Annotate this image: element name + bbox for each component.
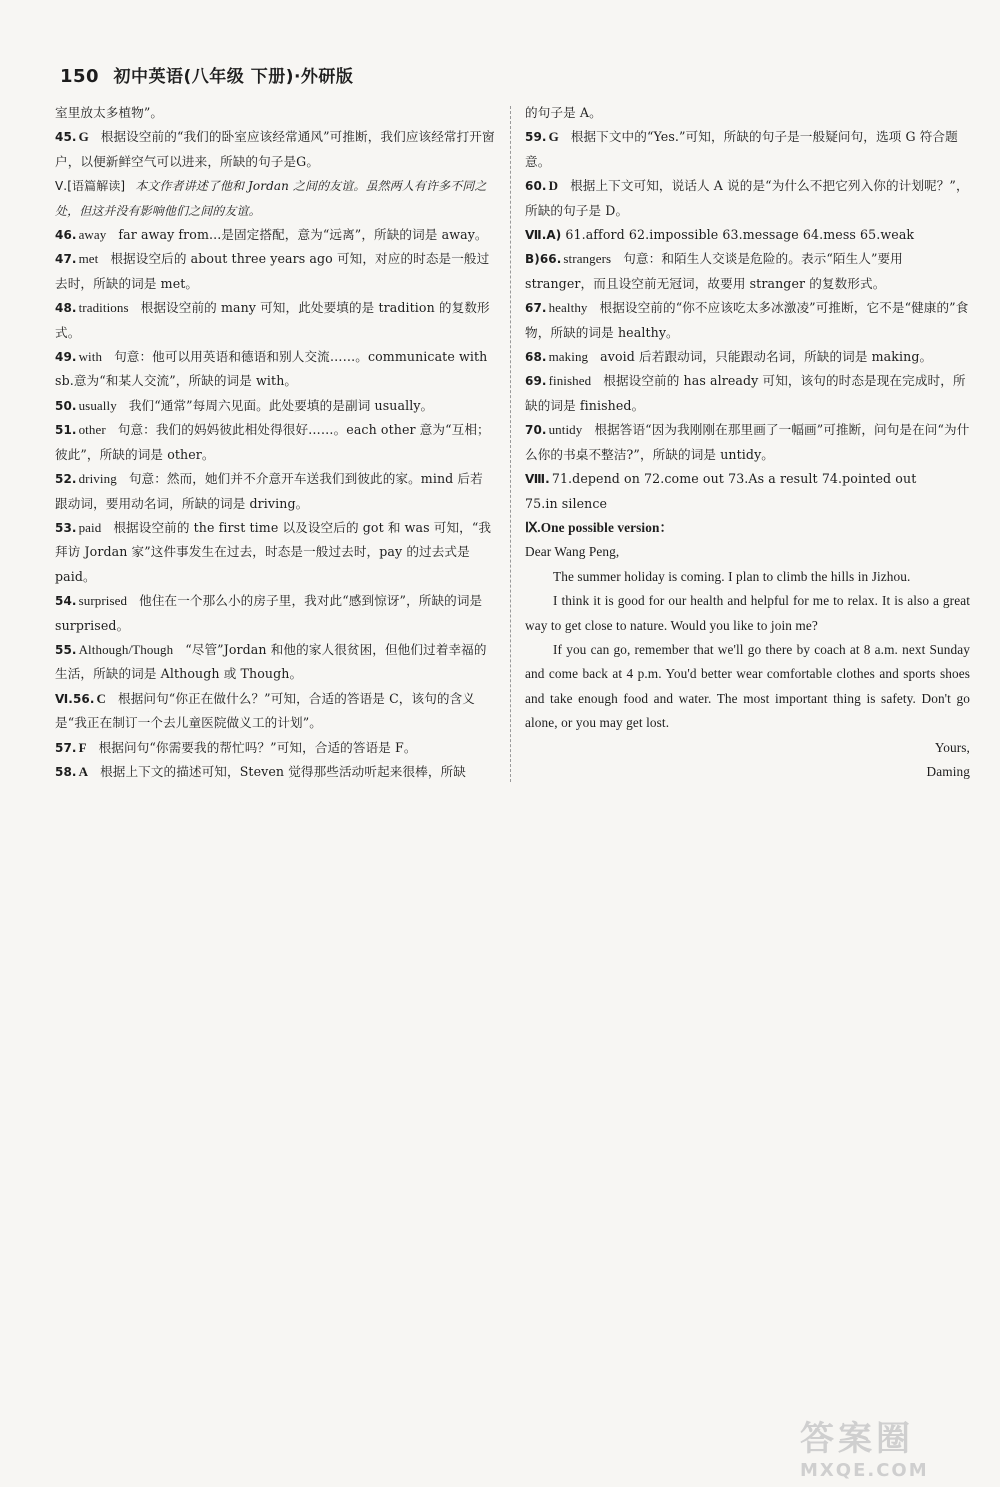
answer-explanation: 根据问句“你需要我的帮忙吗？”可知，合适的答语是 F。 [98,739,417,755]
item-answer: G [78,129,89,145]
item-number: Ⅵ.56. [55,691,95,706]
item-number: 52. [55,472,77,487]
item-answer: C [96,690,107,706]
answer-item [525,125,970,174]
sample-letter [525,516,970,784]
letter-paragraph: The summer holiday is coming. I plan to climb the hills in Jizhou. [553,568,911,584]
answer-item [55,394,495,418]
letter-paragraph: If you can go, remember that we'll go there by coach at 8 a.m. next Sunday and come back at 4 p.m. You'd better wear comfortable clothes and sports shoes and take enough food and water. The most important thing is safety. Don't go alone, or you may get lost. [525,641,970,731]
item-number: 45. [55,130,77,145]
letter-heading: Ⅸ.One possible version： [525,519,673,535]
section-number: Ⅴ. [55,179,68,194]
item-number: 49. [55,350,77,365]
answer-explanation: far away from...是固定搭配，意为“远离”，所缺的词是 away。 [118,227,488,243]
answer-explanation: 室里放太多植物”。 [55,105,164,120]
answer-item [55,736,495,760]
answer-item [55,223,495,247]
answer-item [525,467,970,491]
item-answer: G [548,129,559,145]
item-answer: met [78,251,99,267]
watermark-url: MXQE.COM [800,1460,929,1481]
answer-explanation: 根据上下文的描述可知，Steven 觉得那些活动听起来很棒，所缺 [100,763,466,779]
answer-item [55,418,495,467]
answer-explanation: 句意：他可以用英语和德语和别人交流……。communicate with sb.意为“和某人交流”，所缺的词是 with。 [55,349,488,389]
answer-explanation: 根据问句“你正在做什么？”可知，合适的答语是 C，该句的含义是“我正在制订一个去儿童医院做义工的计划”。 [55,690,475,731]
answer-explanation: avoid 后若跟动词，只能跟动名词，所缺的词是 making。 [600,349,933,365]
item-number: Ⅶ.A) [525,228,562,243]
left-column [55,101,495,784]
answer-item [525,492,970,516]
answer-explanation: 根据下文中的“Yes.”可知，所缺的句子是一般疑问句，选项 G 符合题意。 [525,129,958,169]
item-answer: with [78,349,103,365]
answer-explanation: 句意：我们的妈妈彼此相处得很好……。each other 意为“互相；彼此”，所缺的词是 other。 [55,422,490,462]
item-number: 50. [55,398,77,413]
answer-explanation: 根据上下文可知，说话人 A 说的是“为什么不把它列入你的计划呢？”，所缺的句子是 D。 [525,178,969,218]
item-number: B)66. [525,252,562,267]
item-answer: making [548,349,589,365]
letter-closing: Yours, [934,739,970,755]
reading-summary: 本文作者讲述了他和 Jordan 之间的友谊。虽然两人有许多不同之处，但这并没有影响他们之间的友谊。 [55,179,487,218]
item-number: 51. [55,423,77,438]
answer-list: 75.in silence [525,495,608,511]
item-number: 46. [55,228,77,243]
answer-explanation: 根据设空前的 has already 可知，该句的时态是现在完成时，所缺的词是 finished。 [525,373,966,413]
book-title: 初中英语(八年级 下册)·外研版 [113,67,354,87]
answer-explanation: 的句子是 A。 [525,105,602,120]
answer-item [55,467,495,516]
answer-item [525,296,970,345]
item-number: 53. [55,520,77,535]
item-number: 68. [525,350,547,365]
item-answer: driving [78,471,117,487]
letter-signature: Daming [926,763,970,779]
item-answer: traditions [78,300,129,316]
answer-list: 71.depend on 72.come out 73.As a result 74.pointed out [551,471,917,487]
item-number: 69. [525,374,547,389]
letter-greeting: Dear Wang Peng, [525,544,620,560]
item-number: 57. [55,740,77,755]
item-answer: surprised [78,593,128,609]
answer-item [55,638,495,687]
answer-explanation: 句意：和陌生人交谈是危险的。表示“陌生人”要用 stranger，而且设空前无冠词，故要用 stranger 的复数形式。 [525,251,903,291]
answer-item [525,369,970,418]
item-number: 55. [55,642,77,657]
item-answer: other [78,422,106,438]
answer-item [525,247,970,296]
item-answer: Although/Though [78,641,174,657]
answer-item [55,516,495,589]
answer-explanation: 他住在一个那么小的房子里，我对此“感到惊讶”，所缺的词是 surprised。 [55,593,483,633]
item-answer: paid [78,519,102,535]
item-number: 48. [55,301,77,316]
answer-item [55,760,495,784]
answer-explanation: 根据设空后的 about three years ago 可知，对应的时态是一般过去时，所缺的词是 met。 [55,251,490,291]
letter-paragraph: I think it is good for our health and helpful for me to relax. It is also a great way to get close to nature. Would you like to join me? [525,593,970,633]
section-label: [语篇解读] [67,179,126,194]
item-number: 58. [55,764,77,779]
item-number: 60. [525,179,547,194]
answer-item [55,589,495,638]
watermark-logo-text: 答案圈 [800,1419,914,1459]
answer-explanation: 我们“通常”每周六见面。此处要填的是副词 usually。 [128,397,434,413]
answer-item [55,345,495,394]
answer-explanation: 根据答语“因为我刚刚在那里画了一幅画”可推断，问句是在问“为什么你的书桌不整洁?”，所缺的词是 untidy。 [525,422,970,462]
answer-explanation: “尽管”Jordan 和他的家人很贫困，但他们过着幸福的生活，所缺的词是 Although 或 Though。 [55,641,487,682]
item-number: Ⅷ. [525,472,550,487]
item-answer: untidy [548,422,583,438]
item-number: 59. [525,130,547,145]
item-number: 70. [525,423,547,438]
item-number: 67. [525,301,547,316]
answer-item [525,418,970,467]
answer-explanation: 根据设空前的“我们的卧室应该经常通风”可推断，我们应该经常打开窗户，以便新鲜空气可以进来，所缺的句子是G。 [55,129,495,169]
answer-explanation: 根据设空前的“你不应该吃太多冰激凌”可推断，它不是“健康的”食物，所缺的词是 healthy。 [525,300,969,340]
answer-list: 61.afford 62.impossible 63.message 64.mess 65.weak [565,227,915,243]
site-watermark [800,1411,970,1481]
page-number: 150 [60,66,100,87]
page-header [60,62,353,87]
item-number: 54. [55,594,77,609]
answer-item [55,247,495,296]
answer-explanation: 根据设空前的 many 可知，此处要填的是 tradition 的复数形式。 [55,300,490,340]
item-answer: finished [548,373,592,389]
answer-item [525,223,970,247]
answer-item [525,101,970,125]
item-answer: strangers [563,251,612,267]
item-answer: usually [78,397,117,413]
right-column [525,101,970,784]
answer-explanation: 根据设空前的 the first time 以及设空后的 got 和 was 可知，“我拜访 Jordan 家”这件事发生在过去，时态是一般过去时，pay 的过去式是 paid。 [55,519,492,584]
answer-item [525,174,970,223]
answer-item [55,687,495,736]
column-divider [510,106,511,782]
answer-explanation: 句意：然而，她们并不介意开车送我们到彼此的家。mind 后若跟动词，要用动名词，所缺的词是 driving。 [55,471,483,511]
item-answer: healthy [548,300,588,316]
item-answer: D [548,178,559,194]
answer-item [55,101,495,125]
reading-note [55,174,495,223]
item-answer: away [78,227,107,243]
item-answer: A [78,763,89,779]
answer-item [525,345,970,369]
answer-item [55,296,495,345]
item-answer: F [78,739,87,755]
item-number: 47. [55,252,77,267]
answer-item [55,125,495,174]
